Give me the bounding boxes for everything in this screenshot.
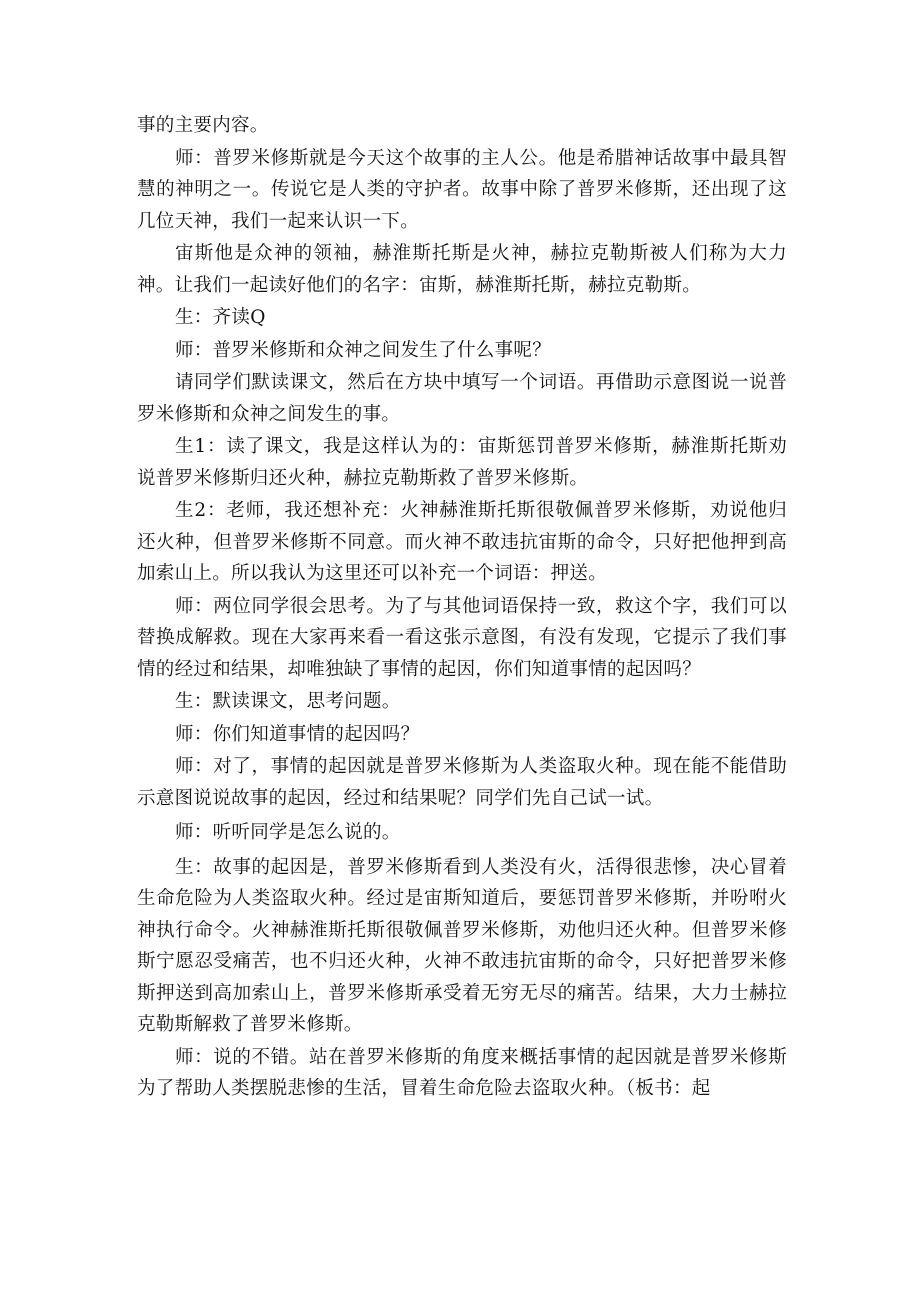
paragraph-instruction: 请同学们默读课文，然后在方块中填写一个词语。再借助示意图说一说普罗米修斯和众神之间发生的事。	[137, 372, 787, 425]
paragraph-student-1: 生1：读了课文，我是这样认为的：宙斯惩罚普罗米修斯，赫淮斯托斯劝说普罗米修斯归还火种，赫拉克勒斯救了普罗米修斯。	[137, 436, 787, 489]
paragraph-teacher-question: 师：普罗米修斯和众神之间发生了什么事呢？	[175, 339, 552, 361]
paragraph-teacher-intro: 师：普罗米修斯就是今天这个故事的主人公。他是希腊神话故事中最具智慧的神明之一。传说它是人类的守护者。故事中除了普罗米修斯，还出现了这几位天神，我们一起来认识一下。	[137, 147, 787, 232]
paragraph-student-2: 生2：老师，我还想补充：火神赫淮斯托斯很敬佩普罗米修斯，劝说他归还火种，但普罗米修斯不同意。而火神不敢违抗宙斯的命令，只好把他押到高加索山上。所以我认为这里还可以补充一个词语：押送。	[137, 500, 787, 584]
paragraph-teacher-cause-question: 师：你们知道事情的起因吗？	[175, 723, 420, 745]
paragraph-teacher-feedback: 师：两位同学很会思考。为了与其他词语保持一致，救这个字，我们可以替换成解救。现在大家再来看一看这张示意图，有没有发现，它提示了我们事情的经过和结果，却唯独缺了事情的起因，你们知道事情的起因吗？	[137, 595, 787, 680]
paragraph-teacher-cause: 师：对了，事情的起因就是普罗米修斯为人类盗取火种。现在能不能借助示意图说说故事的起因，经过和结果呢？同学们先自己试一试。	[137, 756, 787, 809]
paragraph-teacher-listen: 师：听听同学是怎么说的。	[175, 822, 401, 843]
paragraph-student-story: 生：故事的起因是，普罗米修斯看到人类没有火，活得很悲惨，决心冒着生命危险为人类盗取火种。经过是宙斯知道后，要惩罚普罗米修斯，并吩咐火神执行命令。火神赫淮斯托斯很敬佩普罗米修斯，劝他归还火种。但普罗米修斯宁愿忍受痛苦，也不归还火种，火神不敢违抗宙斯的命令，只好把普罗米修斯押送到高加索山上，普罗米修斯承受着无穷无尽的痛苦。结果，大力士赫拉克勒斯解救了普罗米修斯。	[137, 856, 787, 1035]
paragraph-students-read: 生：齐读Q	[175, 307, 266, 328]
paragraph-teacher-summary: 师：说的不错。站在普罗米修斯的角度来概括事情的起因就是普罗米修斯为了帮助人类摆脱悲惨的生活，冒着生命危险去盗取火种。（板书：起	[137, 1046, 787, 1099]
paragraph-continuation: 事的主要内容。	[137, 115, 269, 136]
paragraph-students-think: 生：默读课文，思考问题。	[175, 691, 401, 712]
paragraph-gods-intro: 宙斯他是众神的领袖，赫淮斯托斯是火神，赫拉克勒斯被人们称为大力神。让我们一起读好他们的名字：宙斯，赫淮斯托斯，赫拉克勒斯。	[137, 243, 787, 296]
document-body	[137, 110, 787, 1106]
